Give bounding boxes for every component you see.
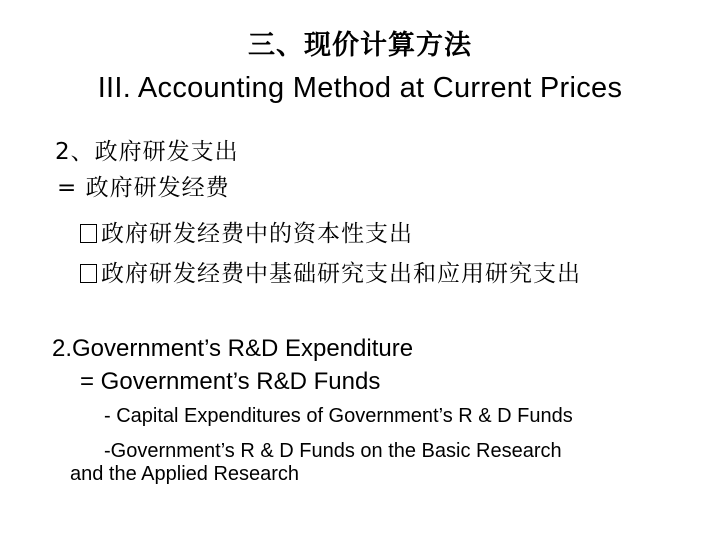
english-line-2: = Government’s R&D Funds xyxy=(80,368,381,395)
english-line-1: 2.Government’s R&D Expenditure xyxy=(52,335,414,362)
english-line-4: -Government’s R & D Funds on the Basic Research xyxy=(104,440,562,462)
box-bullet-icon xyxy=(80,264,97,283)
chinese-line-3-text: 政府研发经费中的资本性支出 xyxy=(101,221,413,247)
english-line-5: and the Applied Research xyxy=(70,463,300,485)
chinese-line-1: 2、政府研发支出 xyxy=(55,139,239,165)
title-english: III. Accounting Method at Current Prices xyxy=(97,72,623,104)
title-chinese: 三、现价计算方法 xyxy=(248,30,472,61)
english-line-3: - Capital Expenditures of Government’s R & D Funds xyxy=(104,405,573,427)
box-bullet-icon xyxy=(80,224,97,243)
chinese-line-2: = 政府研发经费 xyxy=(57,175,230,201)
chinese-line-4 xyxy=(80,259,581,289)
chinese-line-3 xyxy=(80,219,413,249)
chinese-line-4-text: 政府研发经费中基础研究支出和应用研究支出 xyxy=(101,261,581,287)
